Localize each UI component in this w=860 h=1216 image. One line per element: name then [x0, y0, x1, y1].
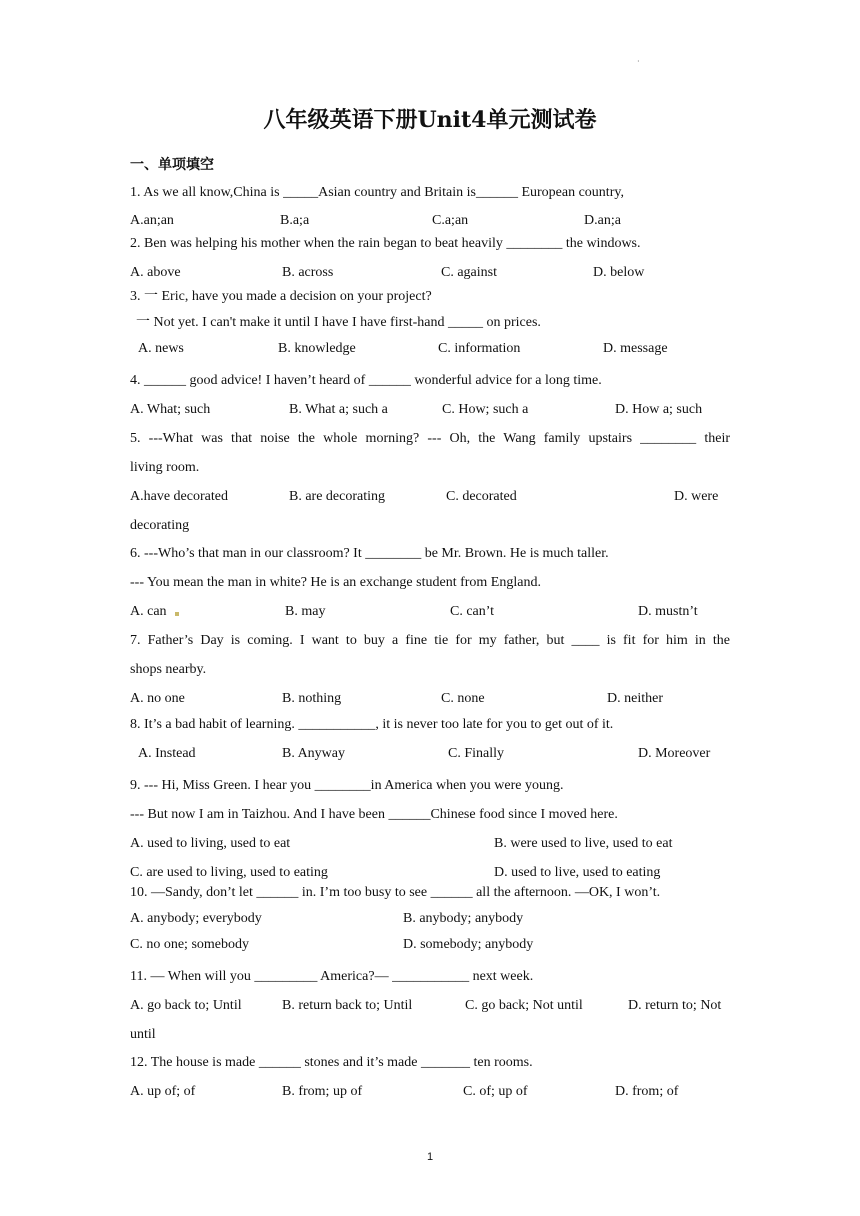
- question-3-reply: 一 Not yet. I can't make it until I have I have first-hand _____ on prices.: [136, 315, 541, 330]
- question-2-option-d: D. below: [593, 265, 645, 280]
- question-8-stem: 8. It’s a bad habit of learning. ___________, it is never too late for you to get out of it.: [130, 717, 614, 732]
- question-6-reply: --- You mean the man in white? He is an exchange student from England.: [130, 575, 541, 590]
- question-5-option-d: D. were: [674, 489, 719, 504]
- question-4-option-a: A. What; such: [130, 402, 211, 417]
- question-5-option-d-continued: decorating: [130, 518, 190, 533]
- question-1-option-b: B.a;a: [280, 213, 310, 228]
- question-9-option-d: D. used to live, used to eating: [494, 865, 661, 880]
- section-heading: 一、单项填空: [130, 157, 214, 173]
- question-8-option-b: B. Anyway: [282, 746, 345, 761]
- question-2-option-c: C. against: [441, 265, 497, 280]
- question-7-stem-continued: shops nearby.: [130, 662, 207, 677]
- question-10-option-a: A. anybody; everybody: [130, 911, 262, 926]
- question-11-option-c: C. go back; Not until: [465, 998, 583, 1013]
- header-dot: ·: [637, 57, 640, 66]
- question-8-option-a: A. Instead: [138, 746, 196, 761]
- question-5-stem-continued: living room.: [130, 460, 200, 475]
- question-4-option-d: D. How a; such: [615, 402, 703, 417]
- question-2-option-b: B. across: [282, 265, 334, 280]
- question-5-option-a: A.have decorated: [130, 489, 228, 504]
- question-12-option-b: B. from; up of: [282, 1084, 363, 1099]
- question-6-option-b: B. may: [285, 604, 326, 619]
- question-6-option-a: A. can: [130, 604, 167, 619]
- question-5-option-b: B. are decorating: [289, 489, 386, 504]
- question-11-option-d-continued: until: [130, 1027, 156, 1042]
- question-7-option-a: A. no one: [130, 691, 185, 706]
- question-3-option-d: D. message: [603, 341, 668, 356]
- question-9-option-b: B. were used to live, used to eat: [494, 836, 673, 851]
- question-3-option-c: C. information: [438, 341, 521, 356]
- question-6-option-c: C. can’t: [450, 604, 495, 619]
- question-4-stem: 4. ______ good advice! I haven’t heard of ______ wonderful advice for a long time.: [130, 373, 602, 388]
- question-2-option-a: A. above: [130, 265, 181, 280]
- question-5-option-c: C. decorated: [446, 489, 517, 504]
- question-11-stem: 11. — When will you _________ America?— ___________ next week.: [130, 969, 534, 984]
- question-11-option-a: A. go back to; Until: [130, 998, 242, 1013]
- question-3-option-a: A. news: [138, 341, 184, 356]
- question-10-option-c: C. no one; somebody: [130, 937, 249, 952]
- question-4-option-c: C. How; such a: [442, 402, 529, 417]
- question-11-option-d: D. return to; Not: [628, 998, 722, 1013]
- question-7-option-c: C. none: [441, 691, 485, 706]
- question-1-option-d: D.an;a: [584, 213, 621, 228]
- question-9-option-a: A. used to living, used to eat: [130, 836, 291, 851]
- question-12-option-d: D. from; of: [615, 1084, 679, 1099]
- page-title: 八年级英语下册Unit4单元测试卷: [263, 107, 597, 133]
- question-1-option-a: A.an;an: [130, 213, 174, 228]
- question-4-option-b: B. What a; such a: [289, 402, 388, 417]
- question-1-option-c: C.a;an: [432, 213, 469, 228]
- question-10-option-d: D. somebody; anybody: [403, 937, 534, 952]
- question-10-option-b: B. anybody; anybody: [403, 911, 524, 926]
- question-3-stem: 3. 一 Eric, have you made a decision on your project?: [130, 289, 432, 304]
- question-12-option-a: A. up of; of: [130, 1084, 196, 1099]
- question-7-option-d: D. neither: [607, 691, 663, 706]
- question-9-stem: 9. --- Hi, Miss Green. I hear you ________in America when you were young.: [130, 778, 564, 793]
- question-9-option-c: C. are used to living, used to eating: [130, 865, 328, 880]
- yellow-mark: [175, 612, 179, 616]
- question-5-stem: 5. ---What was that noise the whole morning? --- Oh, the Wang family upstairs ________ their: [130, 431, 730, 446]
- question-6-option-d: D. mustn’t: [638, 604, 698, 619]
- question-7-stem: 7. Father’s Day is coming. I want to buy a fine tie for my father, but ____ is fit for him in the: [130, 633, 730, 648]
- question-3-option-b: B. knowledge: [278, 341, 356, 356]
- question-7-option-b: B. nothing: [282, 691, 342, 706]
- question-12-stem: 12. The house is made ______ stones and it’s made _______ ten rooms.: [130, 1055, 533, 1070]
- question-8-option-c: C. Finally: [448, 746, 505, 761]
- question-2-stem: 2. Ben was helping his mother when the rain began to beat heavily ________ the windows.: [130, 236, 641, 251]
- question-8-option-d: D. Moreover: [638, 746, 711, 761]
- question-12-option-c: C. of; up of: [463, 1084, 528, 1099]
- question-9-reply: --- But now I am in Taizhou. And I have been ______Chinese food since I moved here.: [130, 807, 618, 822]
- question-6-stem: 6. ---Who’s that man in our classroom? It ________ be Mr. Brown. He is much taller.: [130, 546, 609, 561]
- question-11-option-b: B. return back to; Until: [282, 998, 413, 1013]
- question-1-stem: 1. As we all know,China is _____Asian country and Britain is______ European country,: [130, 185, 624, 200]
- page-number: 1: [426, 1151, 434, 1163]
- question-10-stem: 10. —Sandy, don’t let ______ in. I’m too busy to see ______ all the afternoon. —OK, I won’t.: [130, 885, 661, 900]
